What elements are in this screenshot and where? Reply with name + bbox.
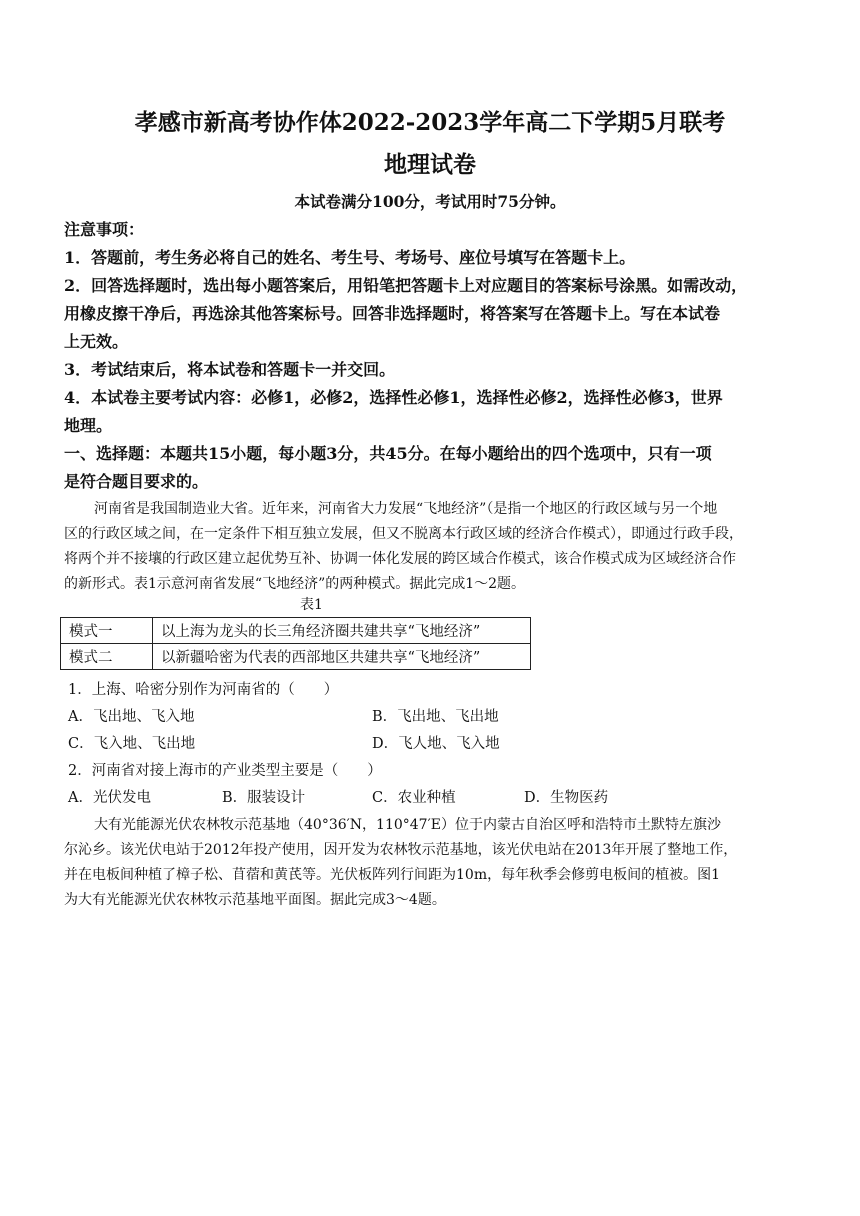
exam-meta: 本试卷满分100分，考试用时75分钟。 <box>294 192 566 211</box>
table-cell: 以新疆哈密为代表的西部地区共建共享“飞地经济” <box>153 644 531 670</box>
exam-title: 孝感市新高考协作体2022-2023学年高二下学期5月联考 <box>134 109 726 136</box>
subject-title: 地理试卷 <box>384 151 476 178</box>
notice-line: 1．答题前，考生务必将自己的姓名、考生号、考场号、座位号填写在答题卡上。 <box>64 248 636 267</box>
notice-line: 用橡皮擦干净后，再选涂其他答案标号。回答非选择题时，将答案写在答题卡上。写在本试卷 <box>64 304 721 323</box>
option-b: B．服装设计 <box>222 790 306 806</box>
mode-table <box>60 617 531 670</box>
table-cell: 以上海为龙头的长三角经济圈共建共享“飞地经济” <box>153 618 531 644</box>
passage-line: 河南省是我国制造业大省。近年来，河南省大力发展“飞地经济”（是指一个地区的行政区域与另一个地 <box>94 501 718 517</box>
table-row <box>61 618 531 644</box>
option-c: C．飞入地、飞出地 <box>68 736 196 752</box>
notice-line: 2．回答选择题时，选出每小题答案后，用铅笔把答题卡上对应题目的答案标号涂黑。如需改动， <box>64 276 748 295</box>
passage-line: 的新形式。表1示意河南省发展“飞地经济”的两种模式。据此完成1～2题。 <box>64 576 526 592</box>
section-heading: 一、选择题：本题共15小题，每小题3分，共45分。在每小题给出的四个选项中，只有一项 <box>64 444 712 463</box>
table-cell: 模式一 <box>61 618 153 644</box>
question-stem: 1．上海、哈密分别作为河南省的（ ） <box>68 682 339 698</box>
notice-line: 3．考试结束后，将本试卷和答题卡一并交回。 <box>64 360 396 379</box>
option-a: A．飞出地、飞入地 <box>68 709 195 725</box>
option-a: A．光伏发电 <box>68 790 151 806</box>
option-d: D．飞人地、飞入地 <box>372 736 500 752</box>
table-row <box>61 644 531 670</box>
notice-heading: 注意事项： <box>64 220 145 239</box>
notice-line: 4．本试卷主要考试内容：必修1，必修2，选择性必修1，选择性必修2，选择性必修3，世界 <box>64 388 723 407</box>
passage-line: 区的行政区域之间，在一定条件下相互独立发展，但又不脱离本行政区域的经济合作模式），即通过行政手段， <box>64 526 743 542</box>
table-caption: 表1 <box>300 597 323 613</box>
passage-line: 大有光能源光伏农林牧示范基地（40°36′N，110°47′E）位于内蒙古自治区呼和浩特市土默特左旗沙 <box>94 817 721 833</box>
passage-line: 为大有光能源光伏农林牧示范基地平面图。据此完成3～4题。 <box>64 892 446 908</box>
notice-line: 上无效。 <box>64 332 129 351</box>
option-c: C．农业种植 <box>372 790 456 806</box>
passage-line: 将两个并不接壤的行政区建立起优势互补、协调一体化发展的跨区域合作模式，该合作模式成为区域经济合作 <box>64 551 736 567</box>
table-cell: 模式二 <box>61 644 153 670</box>
question-stem: 2．河南省对接上海市的产业类型主要是（ ） <box>68 763 382 779</box>
passage-line: 并在电板间种植了樟子松、苜蓿和黄芪等。光伏板阵列行间距为10m，每年秋季会修剪电板间的植被。图1 <box>64 867 720 883</box>
passage-line: 尔沁乡。该光伏电站于2012年投产使用，因开发为农林牧示范基地，该光伏电站在2013年开展了整地工作， <box>64 842 738 858</box>
notice-line: 地理。 <box>64 416 113 435</box>
option-b: B．飞出地、飞出地 <box>372 709 499 725</box>
section-heading: 是符合题目要求的。 <box>64 472 209 491</box>
option-d: D．生物医药 <box>524 790 609 806</box>
